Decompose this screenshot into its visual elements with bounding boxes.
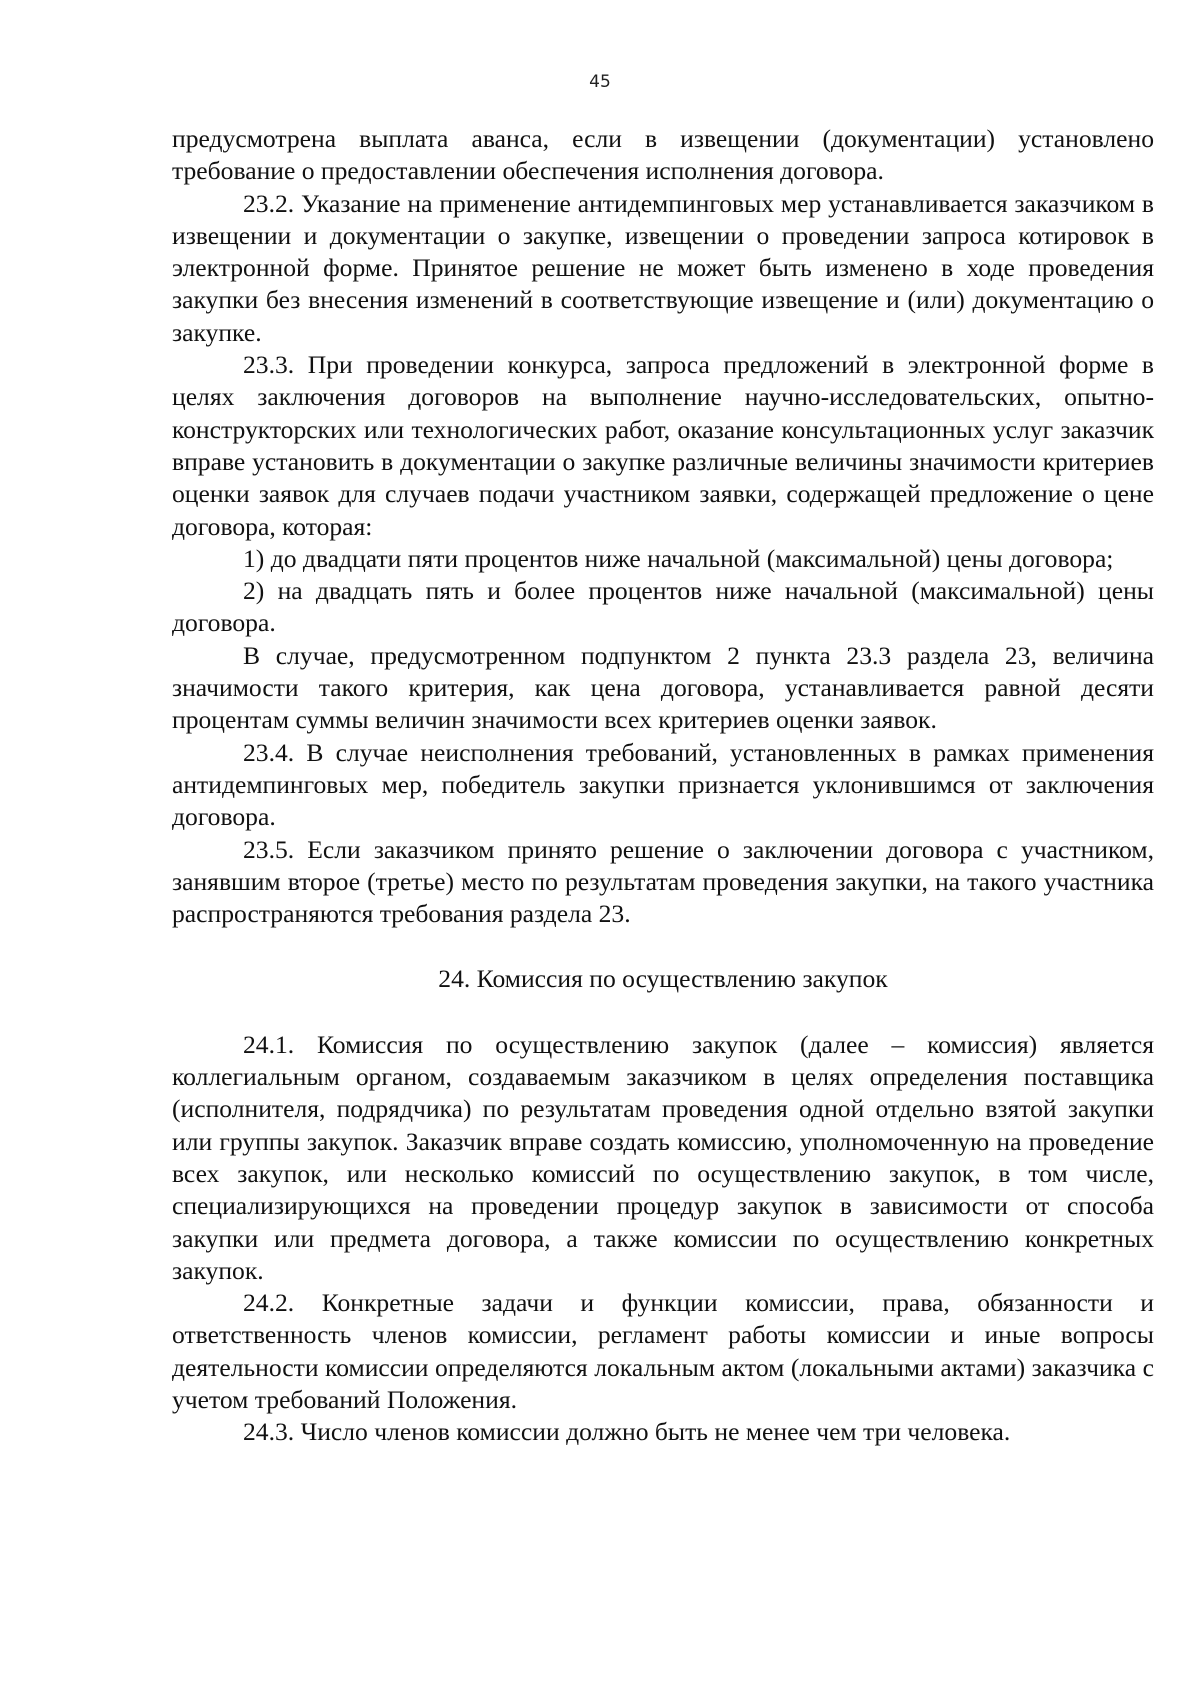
paragraph-23-4: 23.4. В случае неисполнения требований, установленных в рамках применения антидемпинговых мер, победитель закупки признается уклонившимся от заключения договора. xyxy=(172,737,1154,832)
paragraph-23-3-item-1: 1) до двадцати пяти процентов ниже начальной (максимальной) цены договора; xyxy=(243,543,1114,573)
paragraph-24-3: 24.3. Число членов комиссии должно быть не менее чем три человека. xyxy=(243,1417,1011,1447)
section-heading-24: 24. Комиссия по осуществлению закупок xyxy=(438,964,888,994)
paragraph-24-2: 24.2. Конкретные задачи и функции комиссии, права, обязанности и ответственность членов комиссии, регламент работы комиссии и иные вопросы деятельности комиссии определяются локальным актом (локальными актами) заказчика с учетом требований Положения. xyxy=(172,1288,1154,1414)
paragraph-23-1-continuation: предусмотрена выплата аванса, если в извещении (документации) установлено требование о предоставлении обеспечения исполнения договора. xyxy=(172,124,1154,186)
page-number: 45 xyxy=(589,72,611,92)
paragraph-23-5: 23.5. Если заказчиком принято решение о заключении договора с участником, занявшим второе (третье) место по результатам проведения закупки, на такого участника распространяются требования раздела 23. xyxy=(172,834,1154,929)
document-body xyxy=(172,123,1154,1449)
paragraph-23-3-item-2: 2) на двадцать пять и более процентов ниже начальной (максимальной) цены договора. xyxy=(172,576,1154,638)
paragraph-23-2: 23.2. Указание на применение антидемпинговых мер устанавливается заказчиком в извещении и документации о закупке, извещении о проведении запроса котировок в электронной форме. Принятое решение не может быть изменено в ходе проведения закупки без внесения изменений в соответствующие извещение и (или) документацию о закупке. xyxy=(172,188,1154,347)
paragraph-24-1: 24.1. Комиссия по осуществлению закупок (далее – комиссия) является коллегиальным органом, создаваемым заказчиком в целях определения поставщика (исполнителя, подрядчика) по результатам проведения одной отдельно взятой закупки или группы закупок. Заказчик вправе создать комиссию, уполномоченную на проведение всех закупок, или несколько комиссий по осуществлению закупок, в том числе, специализирующихся на проведении процедур закупок в зависимости от способа закупки или предмета договора, а также комиссии по осуществлению конкретных закупок. xyxy=(172,1029,1154,1285)
paragraph-23-3: 23.3. При проведении конкурса, запроса предложений в электронной форме в целях заключения договоров на выполнение научно-исследовательских, опытно-конструкторских или технологических работ, оказание консультационных услуг заказчик вправе установить в документации о закупке различные величины значимости критериев оценки заявок для случаев подачи участником заявки, содержащей предложение о цене договора, которая: xyxy=(172,350,1154,541)
paragraph-23-3-note: В случае, предусмотренном подпунктом 2 пункта 23.3 раздела 23, величина значимости такого критерия, как цена договора, устанавливается равной десяти процентам суммы величин значимости всех критериев оценки заявок. xyxy=(172,640,1154,735)
